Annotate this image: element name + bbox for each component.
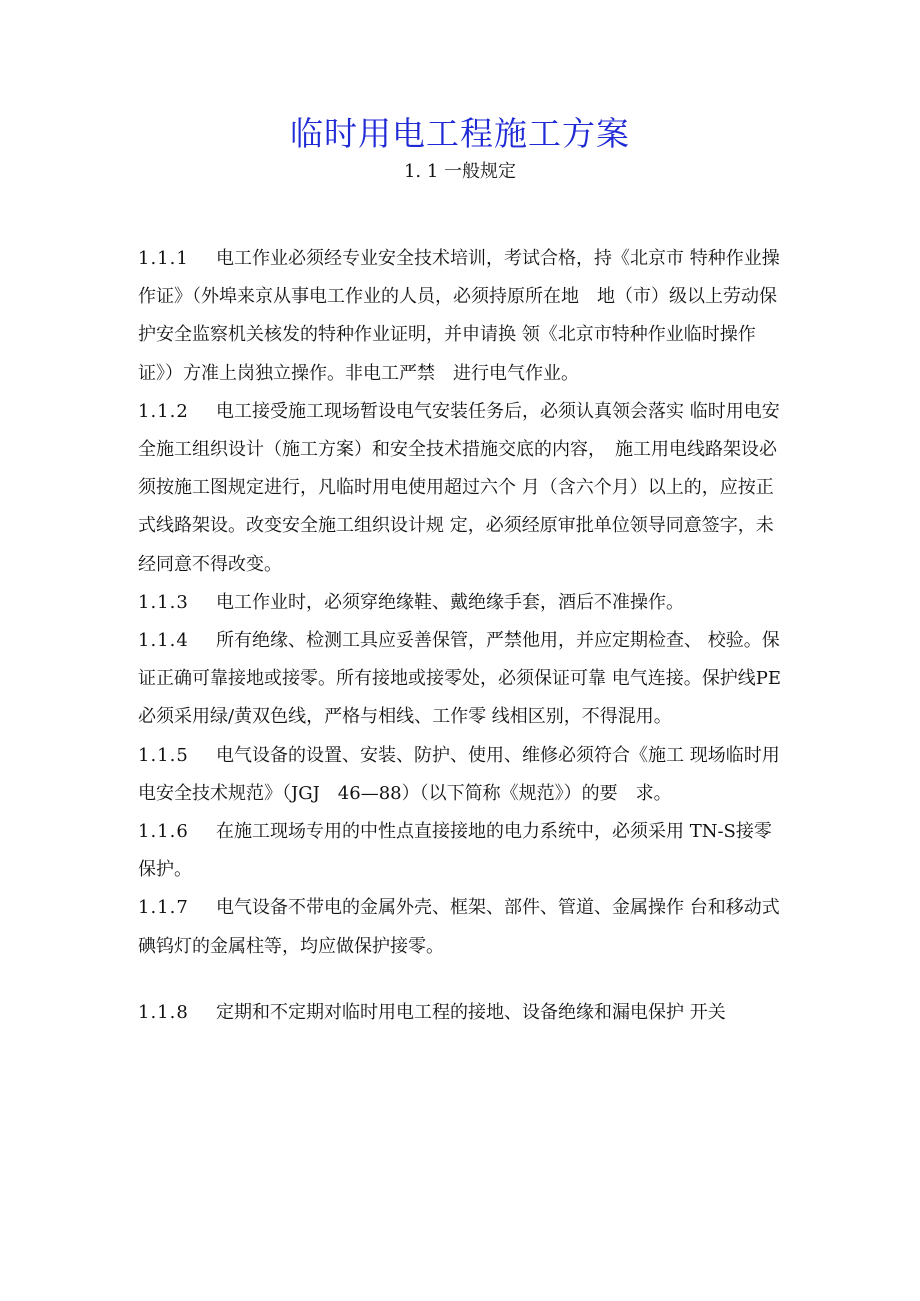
clause-number: 1.1.1 <box>138 248 189 269</box>
clause-1-1-7 <box>138 889 788 965</box>
clause-number: 1.1.7 <box>138 897 189 919</box>
clause-text: 电工作业必须经专业安全技术培训，考试合格，持《北京市 特种作业操作证》（外埠来京从事电工作业的人员，必须持原所在地 地（市）级以上劳动保护安全监察机关核发的特种作业证明，并申请换 领《北京市特种作业临时操作证》）方准上岗独立操作。非电工严禁 进行电气作业。 <box>138 248 780 384</box>
clause-number: 1.1.3 <box>138 591 189 613</box>
section-heading: 1. 1 一般规定 <box>403 161 517 182</box>
clause-1-1-8 <box>138 994 788 1032</box>
clause-number: 1.1.4 <box>138 630 189 652</box>
clause-text: 电气设备不带电的金属外壳、框架、部件、管道、金属操作 台和移动式碘钨灯的金属柱等，均应做保护接零。 <box>138 897 780 957</box>
clause-number: 1.1.6 <box>138 821 189 843</box>
clause-number: 1.1.5 <box>138 744 189 766</box>
clause-number: 1.1.2 <box>138 400 189 422</box>
clause-text: 电工接受施工现场暂设电气安装任务后，必须认真领会落实 临时用电安全施工组织设计（施工方案）和安全技术措施交底的内容， 施工用电线路架设必须按施工图规定进行，凡临时用电使用超过六个 月（含六个月）以上的，应按正式线路架设。改变安全施工组织设计规 定，必须经原审批单位领导同意签字，未经同意不得改变。 <box>138 400 780 575</box>
clause-1-1-2 <box>138 393 788 584</box>
clause-1-1-1 <box>138 240 788 393</box>
clause-text: 所有绝缘、检测工具应妥善保管，严禁他用，并应定期检查、 校验。保证正确可靠接地或接零。所有接地或接零处，必须保证可靠 电气连接。保护线PE必须采用绿/黄双色线，严格与相线、工作零 线相区别，不得混用。 <box>138 630 781 728</box>
clause-1-1-3 <box>138 584 788 622</box>
clause-1-1-5 <box>138 737 788 813</box>
clause-text: 在施工现场专用的中性点直接接地的电力系统中，必须采用 TN-S接零保护。 <box>138 821 772 881</box>
clause-text: 电气设备的设置、安装、防护、使用、维修必须符合《施工 现场临时用电安全技术规范》（JGJ 46—88）（以下简称《规范》）的要 求。 <box>138 744 780 804</box>
clause-number: 1.1.8 <box>138 1001 189 1023</box>
clause-text: 电工作业时，必须穿绝缘鞋、戴绝缘手套，酒后不准操作。 <box>216 591 684 613</box>
clause-text: 定期和不定期对临时用电工程的接地、设备绝缘和漏电保护 开关 <box>216 1001 726 1023</box>
clause-1-1-6 <box>138 813 788 889</box>
document-title: 临时用电工程施工方案 <box>290 114 630 153</box>
clause-1-1-4 <box>138 622 788 737</box>
clause-list <box>138 240 788 1032</box>
